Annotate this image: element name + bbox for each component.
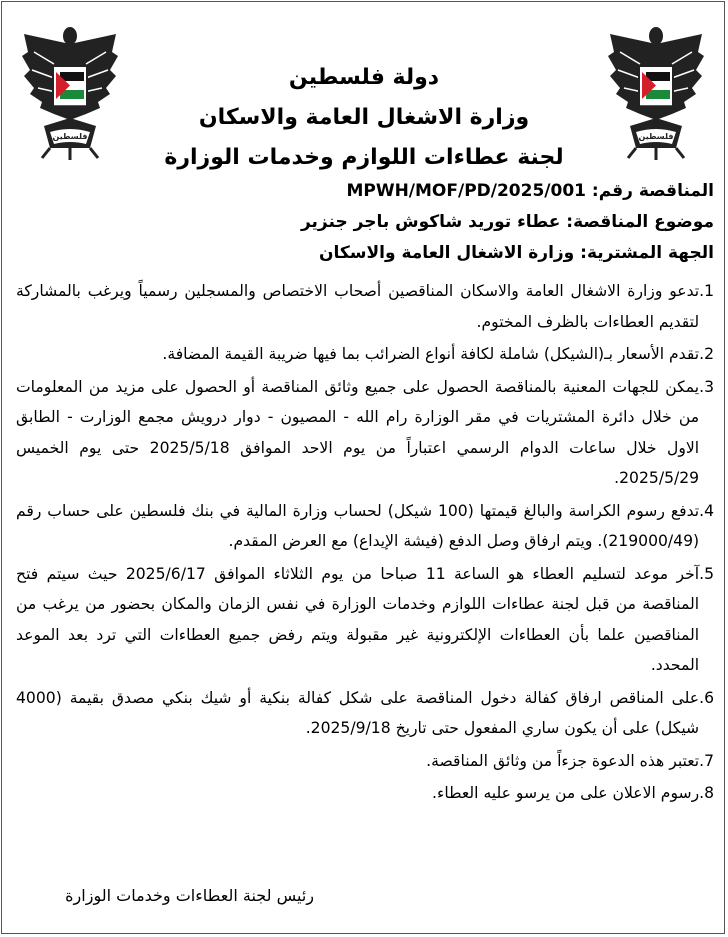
tender-subject-value: عطاء توريد شاكوش باجر جنزير — [300, 212, 561, 232]
item-number: 6. — [699, 688, 714, 707]
item-text: على المناقص ارفاق كفالة دخول المناقصة على شكل كفالة بنكية أو شيك بنكي مصدق بقيمة (4000 شيكل) على أن يكون ساري المفعول حتى تاريخ 2025/9/18. — [16, 688, 700, 737]
tender-buyer-value: وزارة الاشغال العامة والاسكان — [318, 243, 575, 263]
emblem-caption: فلسطين — [638, 132, 674, 141]
item-text: تعتبر هذه الدعوة جزءاً من وثائق المناقصة. — [426, 751, 700, 770]
item-text: تدعو وزارة الاشغال العامة والاسكان المناقصين أصحاب الاختصاص والمسجلين رسمياً ويرغب بالمشاركة لتقديم العطاءات بالظرف المختوم. — [16, 282, 700, 331]
item-number: 2. — [699, 345, 714, 363]
ministry-title: وزارة الاشغال العامة والاسكان — [198, 105, 530, 130]
tender-buyer-line — [14, 238, 714, 269]
list-item — [16, 372, 714, 494]
list-item — [16, 496, 714, 557]
item-text: رسوم الاعلان على من يرسو عليه العطاء. — [432, 784, 700, 802]
item-number: 4. — [699, 501, 714, 520]
list-item — [16, 276, 714, 337]
signature-line: رئيس لجنة العطاءات وخدمات الوزارة — [65, 886, 314, 905]
list-item — [16, 746, 714, 777]
tender-number-line — [14, 176, 714, 207]
item-text: تدفع رسوم الكراسة والبالغ قيمتها (100 شيكل) لحساب وزارة المالية في بنك فلسطين على حساب رقم (219000/49). ويتم ارفاق وصل الدفع (فيشة الإيداع) مع العرض المقدم. — [16, 501, 700, 550]
item-number: 8. — [699, 784, 714, 802]
letterhead — [150, 58, 578, 178]
tender-subject-line — [14, 207, 714, 238]
item-number: 3. — [699, 377, 714, 396]
list-item — [16, 778, 714, 809]
state-title: دولة فلسطين — [288, 65, 440, 90]
item-text: آخر موعد لتسليم العطاء هو الساعة 11 صباحا من يوم الثلاثاء الموافق 2025/6/17 حيث سيتم فتح المناقصة من قبل لجنة عطاءات اللوازم وخدمات الوزارة في نفس الزمان والمكان بحضور من يرغب من المناقصين علما بأن العطاءات الإلكترونية غير مقبولة ويتم رفض جميع العطاءات التي ترد بعد الموعد المحدد. — [16, 564, 700, 674]
emblem-caption: فلسطين — [52, 132, 88, 141]
list-item — [16, 683, 714, 744]
tender-number-label: المناقصة رقم: — [591, 181, 714, 201]
item-number: 7. — [699, 751, 714, 770]
palestine-eagle-emblem-icon — [20, 22, 120, 162]
committee-title: لجنة عطاءات اللوازم وخدمات الوزارة — [164, 145, 564, 170]
palestine-eagle-emblem-icon — [606, 22, 706, 162]
item-text: تقدم الأسعار بـ(الشيكل) شاملة لكافة أنواع الضرائب بما فيها ضريبة القيمة المضافة. — [162, 345, 700, 363]
item-number: 1. — [699, 282, 714, 300]
tender-terms-list — [16, 276, 714, 811]
tender-number-value: MPWH/MOF/PD/2025/001 — [346, 181, 586, 201]
item-number: 5. — [699, 564, 714, 583]
tender-info — [14, 176, 714, 269]
tender-subject-label: موضوع المناقصة: — [566, 212, 714, 232]
list-item — [16, 339, 714, 370]
tender-buyer-label: الجهة المشترية: — [580, 243, 714, 263]
list-item — [16, 559, 714, 681]
item-text: يمكن للجهات المعنية بالمناقصة الحصول على جميع وثائق المناقصة أو الحصول على مزيد من المعلومات من خلال دائرة المشتريات في مقر الوزارة رام الله - المصيون - دوار درويش مجمع الوزارت - الطابق الاول خلال ساعات الدوام الرسمي اعتباراً من يوم الاحد الموافق 2025/5/18 حتى يوم الخميس 2025/5/29. — [16, 377, 700, 487]
